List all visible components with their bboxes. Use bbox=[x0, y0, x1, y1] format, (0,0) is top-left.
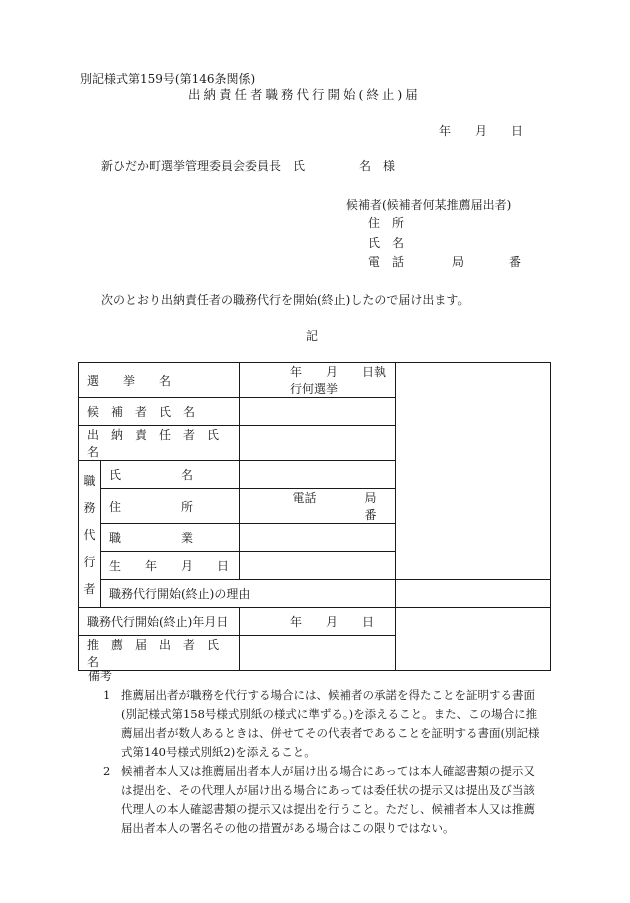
table-row bbox=[79, 608, 551, 636]
notes-heading: 備考 bbox=[88, 669, 113, 683]
agent-birthdate-label: 生 年 月 日 bbox=[101, 552, 240, 580]
agent-name-field[interactable] bbox=[240, 461, 395, 489]
submitter-role: 候補者(候補者何某推薦届出者) bbox=[346, 198, 512, 212]
table-row bbox=[79, 524, 551, 552]
table-row bbox=[79, 552, 551, 580]
ki-label: 記 bbox=[306, 329, 319, 343]
agent-group-char: 務 bbox=[83, 500, 96, 515]
table-row bbox=[79, 363, 551, 398]
agent-birthdate-field[interactable] bbox=[240, 552, 395, 580]
submitter-phone-ban: 番 bbox=[509, 255, 522, 269]
submitter-address-label: 住 所 bbox=[368, 216, 405, 230]
note-text: 推薦届出者が職務を代行する場合には、候補者の承諾を得たことを証明する書面(別記様式第158号様式別紙の様式に準ずる。)を添えること。また、この場合に推薦届出者が数人あるときは、併せてその代表者であることを証明する書面(別記様式第140号様式別紙2)を添えること。 bbox=[121, 688, 540, 759]
note-item bbox=[103, 686, 543, 762]
agent-job-field[interactable] bbox=[240, 524, 395, 552]
agent-group-char: 行 bbox=[83, 554, 96, 569]
reason-field[interactable] bbox=[395, 580, 551, 608]
table-row bbox=[79, 489, 551, 524]
treasurer-name-label: 出 納 責 任 者 氏 名 bbox=[79, 426, 240, 461]
table-row bbox=[79, 580, 551, 608]
treasurer-name-field[interactable] bbox=[240, 426, 395, 461]
election-name-value[interactable]: 年 月 日執行何選挙 bbox=[240, 363, 395, 398]
submitter-phone-label: 電 話 bbox=[368, 255, 405, 269]
start-date-value[interactable]: 年 月 日 bbox=[240, 608, 395, 636]
candidate-name-label: 候 補 者 氏 名 bbox=[79, 398, 240, 426]
election-name-label: 選 挙 名 bbox=[79, 363, 240, 398]
statement: 次のとおり出納責任者の職務代行を開始(終止)したので届け出ます。 bbox=[101, 293, 470, 307]
addressee-name: 新ひだか町選挙管理委員会委員長 氏 bbox=[101, 159, 306, 173]
submission-date: 年 月 日 bbox=[439, 124, 524, 138]
agent-group-label bbox=[79, 461, 101, 608]
agent-address-label: 住 所 bbox=[101, 489, 240, 524]
notification-table bbox=[78, 362, 551, 671]
note-number: 2 bbox=[103, 764, 111, 778]
submitter-name-label: 氏 名 bbox=[368, 236, 405, 250]
submitter-phone-kyoku: 局 bbox=[452, 255, 465, 269]
candidate-name-field[interactable] bbox=[240, 398, 395, 426]
note-text: 候補者本人又は推薦届出者本人が届け出る場合にあっては本人確認書類の提示又は提出を、その代理人が届け出る場合にあっては委任状の提示又は提出及び当該代理人の本人確認書類の提示又は提出を行うこと。ただし、候補者本人又は推薦届出者本人の署名その他の措置がある場合はこの限りではない。 bbox=[121, 764, 535, 835]
agent-group-char: 代 bbox=[83, 527, 96, 542]
agent-group-char: 者 bbox=[83, 581, 96, 596]
table-row bbox=[79, 398, 551, 426]
recommender-name-field[interactable] bbox=[240, 636, 395, 671]
start-date-label: 職務代行開始(終止)年月日 bbox=[79, 608, 240, 636]
form-title: 出納責任者職務代行開始(終止)届 bbox=[188, 87, 421, 102]
note-number: 1 bbox=[103, 688, 111, 702]
table-row bbox=[79, 461, 551, 489]
form-number: 別記様式第159号(第146条関係) bbox=[80, 72, 256, 86]
agent-group-char: 職 bbox=[83, 473, 96, 488]
notes-list bbox=[103, 686, 543, 838]
reason-label: 職務代行開始(終止)の理由 bbox=[101, 580, 396, 608]
agent-phone-value[interactable]: 電話 局 番 bbox=[240, 489, 395, 524]
agent-job-label: 職 業 bbox=[101, 524, 240, 552]
table-row bbox=[79, 636, 551, 671]
agent-name-label: 氏 名 bbox=[101, 461, 240, 489]
table-row bbox=[79, 426, 551, 461]
addressee-suffix: 名 様 bbox=[359, 159, 396, 173]
recommender-name-label: 推 薦 届 出 者 氏 名 bbox=[79, 636, 240, 671]
note-item bbox=[103, 762, 543, 838]
